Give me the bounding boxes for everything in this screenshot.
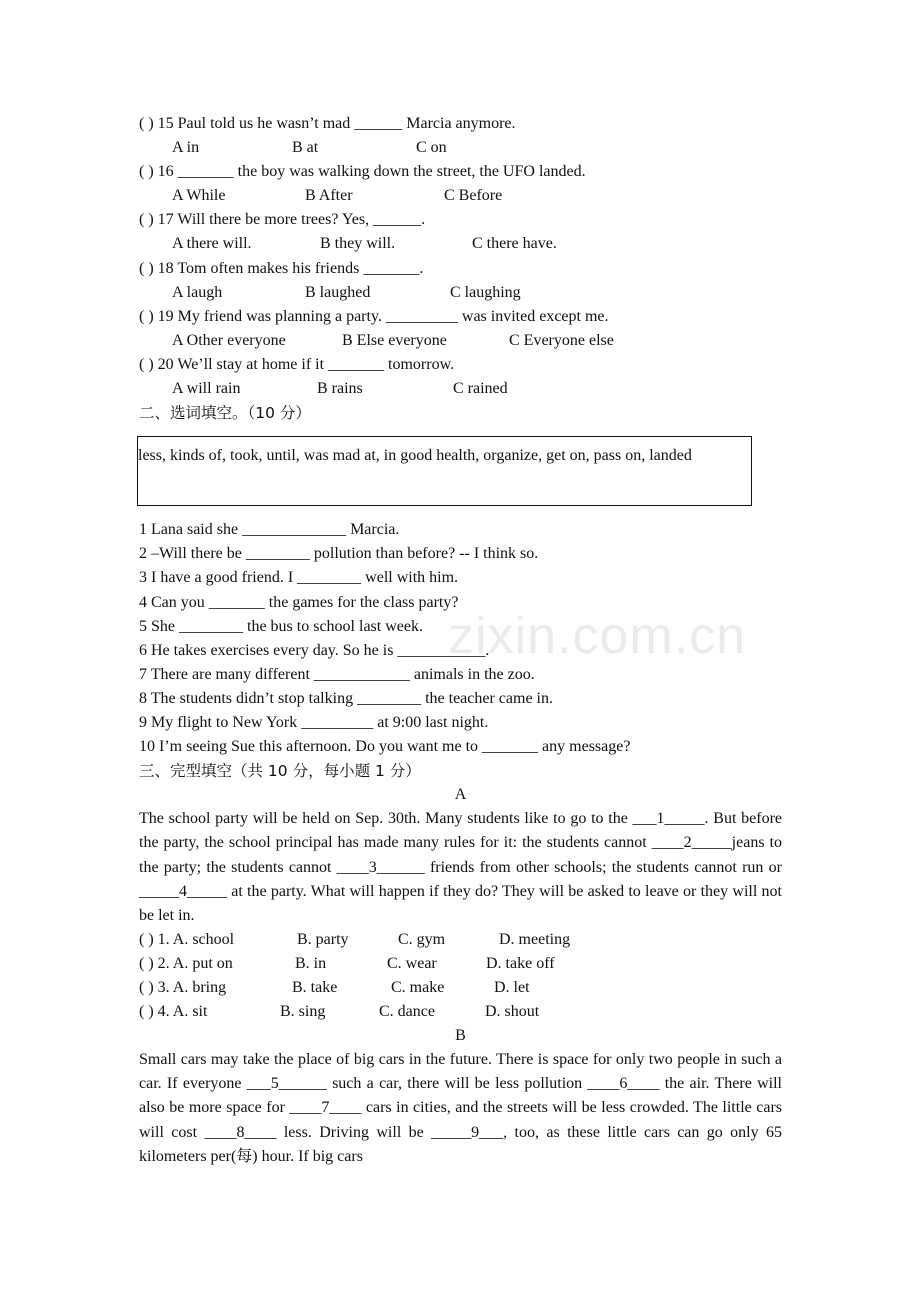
passage-a-label: A [454,786,467,804]
fill-item-9: 9 My flight to New York _________ at 9:00 last night. [139,713,489,731]
option-a: A in [172,139,200,157]
option-b: B at [292,139,319,157]
option-a: A Other everyone [172,331,286,349]
cloze-stem: ( ) 2. A. put on [139,954,233,972]
cloze-a-questions [139,928,782,1024]
fill-item-6: 6 He takes exercises every day. So he is ___________. [139,641,490,659]
option-b: B rains [317,380,363,398]
option-c: C. dance [379,1003,435,1021]
question-17: ( ) 17 Will there be more trees? Yes, ______. [139,211,426,229]
cloze-question-1 [139,928,782,952]
question-19-options [139,329,782,353]
fill-item-8: 8 The students didn’t stop talking ________ the teacher came in. [139,689,553,707]
option-d: D. take off [486,954,555,972]
option-b: B After [305,187,353,205]
exam-page [139,112,782,1169]
option-c: C rained [453,380,508,398]
question-16-options [139,184,782,208]
fill-item-5: 5 She ________ the bus to school last week. [139,617,423,635]
option-b: B. sing [280,1003,326,1021]
option-b: B. take [292,979,338,996]
section-2-title: 二、选词填空。（10 分） [139,404,311,423]
option-b: B they will. [320,235,396,253]
fill-item-1: 1 Lana said she _____________ Marcia. [139,521,400,539]
watermark: zixin.com.cn [448,607,747,665]
passage-b: Small cars may take the place of big cars in the future. There is space for only two people in such a car. If everyone ___5______ such a car, there will be less pollution ____6____ the air. There will also be more space for ____7____ cars in cities, and the streets will be less crowded. The little cars will cost ____8____ less. Driving will be _____9___, too, as these little cars can go only 65 kilometers per(每) hour. If big cars [139,1051,782,1165]
option-a: A there will. [172,235,252,253]
option-d: D. meeting [499,930,571,948]
option-b: B laughed [305,283,371,301]
question-18-options [139,281,782,305]
question-19: ( ) 19 My friend was planning a party. _________ was invited except me. [139,307,609,325]
cloze-stem: ( ) 1. A. school [139,930,235,948]
word-bank-text: less, kinds of, took, until, was mad at, in good health, organize, get on, pass on, landed [138,447,692,465]
passage-a: The school party will be held on Sep. 30th. Many students like to go to the ___1_____. But before the party, the school principal has made many rules for it: the students cannot ____2_____jeans to the party; the students cannot ____3______ friends from other schools; the students cannot run or _____4_____ at the party. What will happen if they do? They will be asked to leave or they will not be let in. [139,810,782,924]
cloze-question-4 [139,1000,782,1024]
fill-item-7: 7 There are many different ____________ animals in the zoo. [139,665,535,683]
option-b: B. in [295,954,327,972]
question-18: ( ) 18 Tom often makes his friends _______. [139,259,424,277]
fill-item-3: 3 I have a good friend. I ________ well with him. [139,569,459,587]
option-c: C on [416,139,447,157]
option-c: C laughing [450,283,521,301]
option-c: C. gym [398,930,446,948]
option-c: C. make [391,979,445,996]
option-c: C Before [444,187,503,205]
option-d: D. shout [485,1003,540,1021]
option-c: C Everyone else [509,331,614,349]
question-15: ( ) 15 Paul told us he wasn’t mad ______ Marcia anymore. [139,115,516,132]
option-c: C there have. [472,235,557,253]
option-b: B. party [297,930,349,948]
question-17-options [139,232,782,256]
cloze-question-2 [139,952,782,976]
fill-item-10: 10 I’m seeing Sue this afternoon. Do you want me to _______ any message? [139,738,631,756]
option-c: C. wear [387,954,437,972]
option-d: D. let [494,979,530,996]
multiple-choice-section [139,112,782,401]
question-20-options [139,377,782,401]
cloze-stem: ( ) 3. A. bring [139,979,227,996]
option-a: A While [172,187,226,205]
fill-in-section [139,518,782,759]
section-3-title: 三、完型填空（共 10 分，每小题 1 分） [139,762,421,781]
option-a: A will rain [172,380,241,398]
question-20: ( ) 20 We’ll stay at home if it _______ tomorrow. [139,355,455,373]
word-bank-box [137,436,752,506]
fill-item-2: 2 –Will there be ________ pollution than before? -- I think so. [139,545,539,563]
option-b: B Else everyone [342,331,447,349]
option-a: A laugh [172,283,223,301]
passage-b-label: B [455,1027,466,1045]
question-16: ( ) 16 _______ the boy was walking down the street, the UFO landed. [139,163,586,181]
question-15-options [139,136,782,160]
fill-item-4: 4 Can you _______ the games for the class party? [139,593,459,611]
cloze-stem: ( ) 4. A. sit [139,1003,208,1021]
cloze-question-3 [139,976,782,1000]
